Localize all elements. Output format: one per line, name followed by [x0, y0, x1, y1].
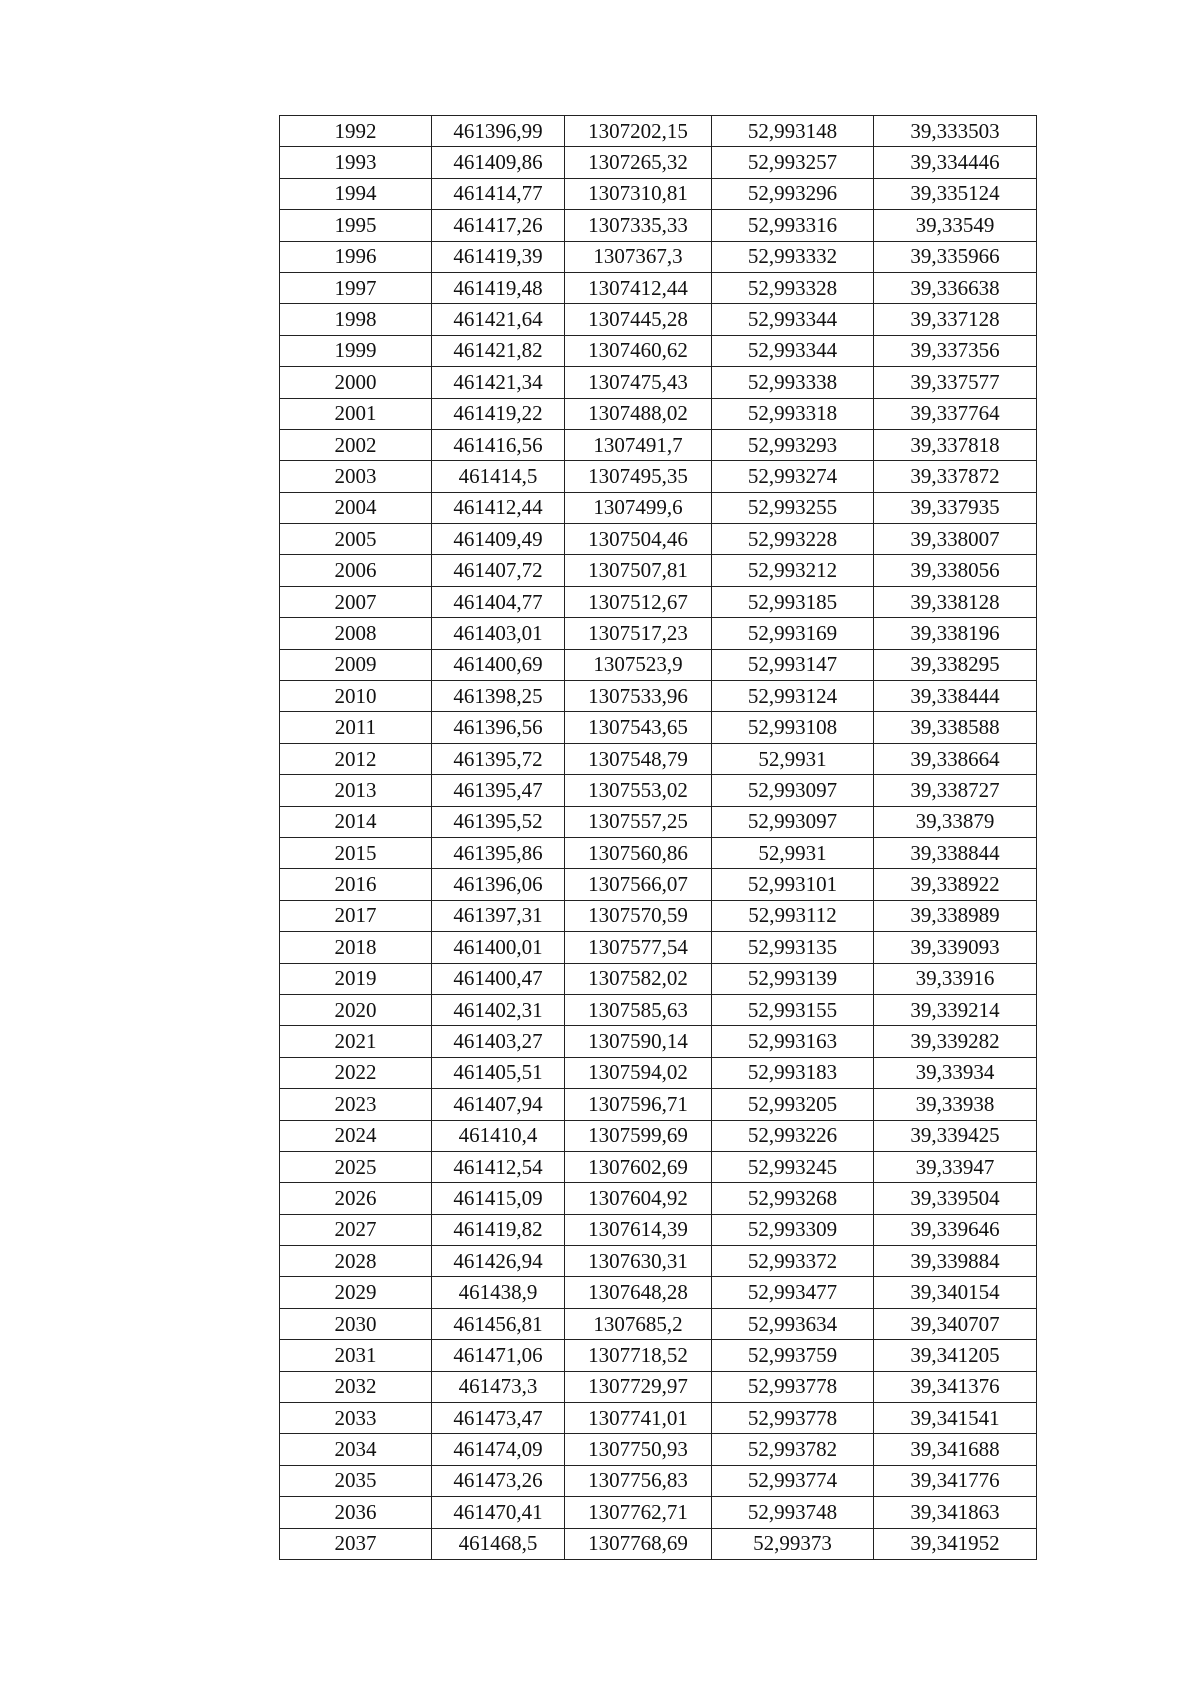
table-row: [280, 963, 1037, 994]
table-row: [280, 461, 1037, 492]
longitude-cell: 39,341376: [874, 1371, 1037, 1402]
y-coordinate-cell: 1307756,83: [565, 1465, 712, 1496]
point-number-cell: 2016: [280, 869, 432, 900]
y-coordinate-cell: 1307460,62: [565, 335, 712, 366]
point-number-cell: 2004: [280, 492, 432, 523]
table-row: [280, 1403, 1037, 1434]
point-number-cell: 2003: [280, 461, 432, 492]
x-coordinate-cell: 461395,52: [432, 806, 565, 837]
y-coordinate-cell: 1307718,52: [565, 1340, 712, 1371]
y-coordinate-cell: 1307577,54: [565, 932, 712, 963]
latitude-cell: 52,993135: [712, 932, 874, 963]
latitude-cell: 52,993774: [712, 1465, 874, 1496]
y-coordinate-cell: 1307557,25: [565, 806, 712, 837]
latitude-cell: 52,993255: [712, 492, 874, 523]
table-row: [280, 398, 1037, 429]
y-coordinate-cell: 1307582,02: [565, 963, 712, 994]
longitude-cell: 39,339646: [874, 1214, 1037, 1245]
table-row: [280, 900, 1037, 931]
longitude-cell: 39,337818: [874, 429, 1037, 460]
x-coordinate-cell: 461468,5: [432, 1528, 565, 1559]
longitude-cell: 39,333503: [874, 116, 1037, 147]
latitude-cell: 52,993163: [712, 1026, 874, 1057]
point-number-cell: 1999: [280, 335, 432, 366]
y-coordinate-cell: 1307594,02: [565, 1057, 712, 1088]
table-row: [280, 994, 1037, 1025]
longitude-cell: 39,338295: [874, 649, 1037, 680]
x-coordinate-cell: 461409,49: [432, 524, 565, 555]
x-coordinate-cell: 461404,77: [432, 586, 565, 617]
latitude-cell: 52,9931: [712, 743, 874, 774]
x-coordinate-cell: 461471,06: [432, 1340, 565, 1371]
longitude-cell: 39,337577: [874, 367, 1037, 398]
longitude-cell: 39,335124: [874, 178, 1037, 209]
latitude-cell: 52,993183: [712, 1057, 874, 1088]
longitude-cell: 39,33549: [874, 210, 1037, 241]
longitude-cell: 39,341205: [874, 1340, 1037, 1371]
longitude-cell: 39,340154: [874, 1277, 1037, 1308]
point-number-cell: 1997: [280, 272, 432, 303]
x-coordinate-cell: 461403,27: [432, 1026, 565, 1057]
point-number-cell: 2000: [280, 367, 432, 398]
x-coordinate-cell: 461403,01: [432, 618, 565, 649]
x-coordinate-cell: 461421,34: [432, 367, 565, 398]
point-number-cell: 1995: [280, 210, 432, 241]
longitude-cell: 39,33916: [874, 963, 1037, 994]
longitude-cell: 39,339093: [874, 932, 1037, 963]
x-coordinate-cell: 461419,82: [432, 1214, 565, 1245]
longitude-cell: 39,339425: [874, 1120, 1037, 1151]
point-number-cell: 2031: [280, 1340, 432, 1371]
point-number-cell: 2010: [280, 681, 432, 712]
y-coordinate-cell: 1307475,43: [565, 367, 712, 398]
latitude-cell: 52,9931: [712, 837, 874, 868]
longitude-cell: 39,338056: [874, 555, 1037, 586]
y-coordinate-cell: 1307553,02: [565, 775, 712, 806]
x-coordinate-cell: 461395,47: [432, 775, 565, 806]
y-coordinate-cell: 1307265,32: [565, 147, 712, 178]
table-row: [280, 1120, 1037, 1151]
latitude-cell: 52,993112: [712, 900, 874, 931]
y-coordinate-cell: 1307596,71: [565, 1089, 712, 1120]
latitude-cell: 52,993097: [712, 775, 874, 806]
longitude-cell: 39,33879: [874, 806, 1037, 837]
latitude-cell: 52,993634: [712, 1308, 874, 1339]
x-coordinate-cell: 461410,4: [432, 1120, 565, 1151]
y-coordinate-cell: 1307543,65: [565, 712, 712, 743]
longitude-cell: 39,338727: [874, 775, 1037, 806]
x-coordinate-cell: 461417,26: [432, 210, 565, 241]
x-coordinate-cell: 461415,09: [432, 1183, 565, 1214]
latitude-cell: 52,993139: [712, 963, 874, 994]
table-row: [280, 1277, 1037, 1308]
coordinates-table-body: [280, 116, 1037, 1560]
table-row: [280, 712, 1037, 743]
latitude-cell: 52,993309: [712, 1214, 874, 1245]
longitude-cell: 39,339884: [874, 1246, 1037, 1277]
table-row: [280, 1528, 1037, 1559]
table-row: [280, 1246, 1037, 1277]
longitude-cell: 39,338588: [874, 712, 1037, 743]
longitude-cell: 39,341541: [874, 1403, 1037, 1434]
longitude-cell: 39,338128: [874, 586, 1037, 617]
y-coordinate-cell: 1307630,31: [565, 1246, 712, 1277]
x-coordinate-cell: 461421,82: [432, 335, 565, 366]
x-coordinate-cell: 461416,56: [432, 429, 565, 460]
longitude-cell: 39,334446: [874, 147, 1037, 178]
point-number-cell: 1996: [280, 241, 432, 272]
longitude-cell: 39,341863: [874, 1497, 1037, 1528]
latitude-cell: 52,993748: [712, 1497, 874, 1528]
point-number-cell: 2011: [280, 712, 432, 743]
latitude-cell: 52,993147: [712, 649, 874, 680]
point-number-cell: 2036: [280, 1497, 432, 1528]
y-coordinate-cell: 1307517,23: [565, 618, 712, 649]
table-row: [280, 1308, 1037, 1339]
table-row: [280, 335, 1037, 366]
x-coordinate-cell: 461438,9: [432, 1277, 565, 1308]
x-coordinate-cell: 461396,56: [432, 712, 565, 743]
longitude-cell: 39,336638: [874, 272, 1037, 303]
x-coordinate-cell: 461395,86: [432, 837, 565, 868]
y-coordinate-cell: 1307512,67: [565, 586, 712, 617]
table-row: [280, 241, 1037, 272]
y-coordinate-cell: 1307202,15: [565, 116, 712, 147]
x-coordinate-cell: 461400,47: [432, 963, 565, 994]
latitude-cell: 52,993148: [712, 116, 874, 147]
table-row: [280, 932, 1037, 963]
point-number-cell: 2034: [280, 1434, 432, 1465]
latitude-cell: 52,99373: [712, 1528, 874, 1559]
point-number-cell: 2024: [280, 1120, 432, 1151]
point-number-cell: 2001: [280, 398, 432, 429]
latitude-cell: 52,993124: [712, 681, 874, 712]
y-coordinate-cell: 1307590,14: [565, 1026, 712, 1057]
table-row: [280, 1434, 1037, 1465]
y-coordinate-cell: 1307729,97: [565, 1371, 712, 1402]
latitude-cell: 52,993228: [712, 524, 874, 555]
longitude-cell: 39,339214: [874, 994, 1037, 1025]
latitude-cell: 52,993245: [712, 1151, 874, 1182]
x-coordinate-cell: 461412,44: [432, 492, 565, 523]
x-coordinate-cell: 461407,72: [432, 555, 565, 586]
table-row: [280, 681, 1037, 712]
longitude-cell: 39,337872: [874, 461, 1037, 492]
table-row: [280, 1497, 1037, 1528]
y-coordinate-cell: 1307599,69: [565, 1120, 712, 1151]
table-row: [280, 743, 1037, 774]
point-number-cell: 1993: [280, 147, 432, 178]
point-number-cell: 2022: [280, 1057, 432, 1088]
point-number-cell: 2026: [280, 1183, 432, 1214]
x-coordinate-cell: 461396,99: [432, 116, 565, 147]
y-coordinate-cell: 1307507,81: [565, 555, 712, 586]
latitude-cell: 52,993782: [712, 1434, 874, 1465]
table-row: [280, 492, 1037, 523]
longitude-cell: 39,337128: [874, 304, 1037, 335]
point-number-cell: 2018: [280, 932, 432, 963]
latitude-cell: 52,993293: [712, 429, 874, 460]
latitude-cell: 52,993778: [712, 1403, 874, 1434]
latitude-cell: 52,993328: [712, 272, 874, 303]
latitude-cell: 52,993274: [712, 461, 874, 492]
latitude-cell: 52,993477: [712, 1277, 874, 1308]
x-coordinate-cell: 461398,25: [432, 681, 565, 712]
longitude-cell: 39,33938: [874, 1089, 1037, 1120]
point-number-cell: 1998: [280, 304, 432, 335]
longitude-cell: 39,339282: [874, 1026, 1037, 1057]
x-coordinate-cell: 461456,81: [432, 1308, 565, 1339]
latitude-cell: 52,993226: [712, 1120, 874, 1151]
longitude-cell: 39,338196: [874, 618, 1037, 649]
y-coordinate-cell: 1307310,81: [565, 178, 712, 209]
point-number-cell: 2008: [280, 618, 432, 649]
table-row: [280, 524, 1037, 555]
longitude-cell: 39,339504: [874, 1183, 1037, 1214]
latitude-cell: 52,993268: [712, 1183, 874, 1214]
point-number-cell: 2017: [280, 900, 432, 931]
x-coordinate-cell: 461397,31: [432, 900, 565, 931]
y-coordinate-cell: 1307585,63: [565, 994, 712, 1025]
point-number-cell: 2025: [280, 1151, 432, 1182]
table-row: [280, 586, 1037, 617]
table-row: [280, 272, 1037, 303]
table-row: [280, 806, 1037, 837]
table-row: [280, 837, 1037, 868]
point-number-cell: 2005: [280, 524, 432, 555]
y-coordinate-cell: 1307504,46: [565, 524, 712, 555]
longitude-cell: 39,338007: [874, 524, 1037, 555]
point-number-cell: 2029: [280, 1277, 432, 1308]
longitude-cell: 39,338922: [874, 869, 1037, 900]
y-coordinate-cell: 1307335,33: [565, 210, 712, 241]
x-coordinate-cell: 461419,39: [432, 241, 565, 272]
table-row: [280, 1214, 1037, 1245]
longitude-cell: 39,341776: [874, 1465, 1037, 1496]
longitude-cell: 39,337356: [874, 335, 1037, 366]
x-coordinate-cell: 461414,5: [432, 461, 565, 492]
x-coordinate-cell: 461419,22: [432, 398, 565, 429]
latitude-cell: 52,993316: [712, 210, 874, 241]
point-number-cell: 2032: [280, 1371, 432, 1402]
y-coordinate-cell: 1307614,39: [565, 1214, 712, 1245]
point-number-cell: 2028: [280, 1246, 432, 1277]
latitude-cell: 52,993155: [712, 994, 874, 1025]
longitude-cell: 39,33934: [874, 1057, 1037, 1088]
y-coordinate-cell: 1307685,2: [565, 1308, 712, 1339]
x-coordinate-cell: 461419,48: [432, 272, 565, 303]
longitude-cell: 39,337764: [874, 398, 1037, 429]
y-coordinate-cell: 1307499,6: [565, 492, 712, 523]
latitude-cell: 52,993778: [712, 1371, 874, 1402]
longitude-cell: 39,340707: [874, 1308, 1037, 1339]
x-coordinate-cell: 461412,54: [432, 1151, 565, 1182]
table-row: [280, 649, 1037, 680]
table-row: [280, 429, 1037, 460]
latitude-cell: 52,993212: [712, 555, 874, 586]
point-number-cell: 2015: [280, 837, 432, 868]
y-coordinate-cell: 1307762,71: [565, 1497, 712, 1528]
latitude-cell: 52,993257: [712, 147, 874, 178]
table-row: [280, 116, 1037, 147]
x-coordinate-cell: 461395,72: [432, 743, 565, 774]
longitude-cell: 39,337935: [874, 492, 1037, 523]
y-coordinate-cell: 1307523,9: [565, 649, 712, 680]
point-number-cell: 2033: [280, 1403, 432, 1434]
longitude-cell: 39,335966: [874, 241, 1037, 272]
latitude-cell: 52,993332: [712, 241, 874, 272]
x-coordinate-cell: 461473,3: [432, 1371, 565, 1402]
latitude-cell: 52,993205: [712, 1089, 874, 1120]
table-row: [280, 555, 1037, 586]
y-coordinate-cell: 1307768,69: [565, 1528, 712, 1559]
table-row: [280, 210, 1037, 241]
point-number-cell: 1992: [280, 116, 432, 147]
y-coordinate-cell: 1307495,35: [565, 461, 712, 492]
table-row: [280, 1371, 1037, 1402]
point-number-cell: 2007: [280, 586, 432, 617]
point-number-cell: 2013: [280, 775, 432, 806]
x-coordinate-cell: 461396,06: [432, 869, 565, 900]
coordinates-table: [279, 115, 1037, 1560]
y-coordinate-cell: 1307741,01: [565, 1403, 712, 1434]
table-row: [280, 618, 1037, 649]
table-row: [280, 1057, 1037, 1088]
point-number-cell: 2006: [280, 555, 432, 586]
x-coordinate-cell: 461473,47: [432, 1403, 565, 1434]
latitude-cell: 52,993344: [712, 335, 874, 366]
x-coordinate-cell: 461426,94: [432, 1246, 565, 1277]
point-number-cell: 2020: [280, 994, 432, 1025]
latitude-cell: 52,993169: [712, 618, 874, 649]
point-number-cell: 2035: [280, 1465, 432, 1496]
table-row: [280, 1151, 1037, 1182]
x-coordinate-cell: 461405,51: [432, 1057, 565, 1088]
table-row: [280, 178, 1037, 209]
y-coordinate-cell: 1307533,96: [565, 681, 712, 712]
table-row: [280, 775, 1037, 806]
longitude-cell: 39,341952: [874, 1528, 1037, 1559]
point-number-cell: 1994: [280, 178, 432, 209]
latitude-cell: 52,993372: [712, 1246, 874, 1277]
table-row: [280, 1465, 1037, 1496]
table-row: [280, 367, 1037, 398]
table-row: [280, 1340, 1037, 1371]
table-row: [280, 304, 1037, 335]
latitude-cell: 52,993759: [712, 1340, 874, 1371]
point-number-cell: 2030: [280, 1308, 432, 1339]
table-row: [280, 147, 1037, 178]
y-coordinate-cell: 1307412,44: [565, 272, 712, 303]
table-row: [280, 1026, 1037, 1057]
latitude-cell: 52,993097: [712, 806, 874, 837]
y-coordinate-cell: 1307488,02: [565, 398, 712, 429]
table-row: [280, 1183, 1037, 1214]
y-coordinate-cell: 1307491,7: [565, 429, 712, 460]
y-coordinate-cell: 1307445,28: [565, 304, 712, 335]
table-row: [280, 869, 1037, 900]
y-coordinate-cell: 1307566,07: [565, 869, 712, 900]
x-coordinate-cell: 461414,77: [432, 178, 565, 209]
longitude-cell: 39,33947: [874, 1151, 1037, 1182]
point-number-cell: 2012: [280, 743, 432, 774]
y-coordinate-cell: 1307548,79: [565, 743, 712, 774]
y-coordinate-cell: 1307560,86: [565, 837, 712, 868]
x-coordinate-cell: 461400,01: [432, 932, 565, 963]
longitude-cell: 39,338664: [874, 743, 1037, 774]
point-number-cell: 2019: [280, 963, 432, 994]
y-coordinate-cell: 1307602,69: [565, 1151, 712, 1182]
y-coordinate-cell: 1307570,59: [565, 900, 712, 931]
x-coordinate-cell: 461470,41: [432, 1497, 565, 1528]
y-coordinate-cell: 1307604,92: [565, 1183, 712, 1214]
latitude-cell: 52,993185: [712, 586, 874, 617]
x-coordinate-cell: 461409,86: [432, 147, 565, 178]
latitude-cell: 52,993101: [712, 869, 874, 900]
point-number-cell: 2014: [280, 806, 432, 837]
x-coordinate-cell: 461402,31: [432, 994, 565, 1025]
latitude-cell: 52,993296: [712, 178, 874, 209]
point-number-cell: 2027: [280, 1214, 432, 1245]
point-number-cell: 2002: [280, 429, 432, 460]
table-row: [280, 1089, 1037, 1120]
longitude-cell: 39,338844: [874, 837, 1037, 868]
latitude-cell: 52,993344: [712, 304, 874, 335]
y-coordinate-cell: 1307648,28: [565, 1277, 712, 1308]
point-number-cell: 2009: [280, 649, 432, 680]
latitude-cell: 52,993318: [712, 398, 874, 429]
point-number-cell: 2023: [280, 1089, 432, 1120]
point-number-cell: 2021: [280, 1026, 432, 1057]
longitude-cell: 39,338989: [874, 900, 1037, 931]
point-number-cell: 2037: [280, 1528, 432, 1559]
latitude-cell: 52,993108: [712, 712, 874, 743]
x-coordinate-cell: 461407,94: [432, 1089, 565, 1120]
y-coordinate-cell: 1307750,93: [565, 1434, 712, 1465]
x-coordinate-cell: 461400,69: [432, 649, 565, 680]
longitude-cell: 39,341688: [874, 1434, 1037, 1465]
x-coordinate-cell: 461474,09: [432, 1434, 565, 1465]
y-coordinate-cell: 1307367,3: [565, 241, 712, 272]
latitude-cell: 52,993338: [712, 367, 874, 398]
x-coordinate-cell: 461421,64: [432, 304, 565, 335]
x-coordinate-cell: 461473,26: [432, 1465, 565, 1496]
longitude-cell: 39,338444: [874, 681, 1037, 712]
